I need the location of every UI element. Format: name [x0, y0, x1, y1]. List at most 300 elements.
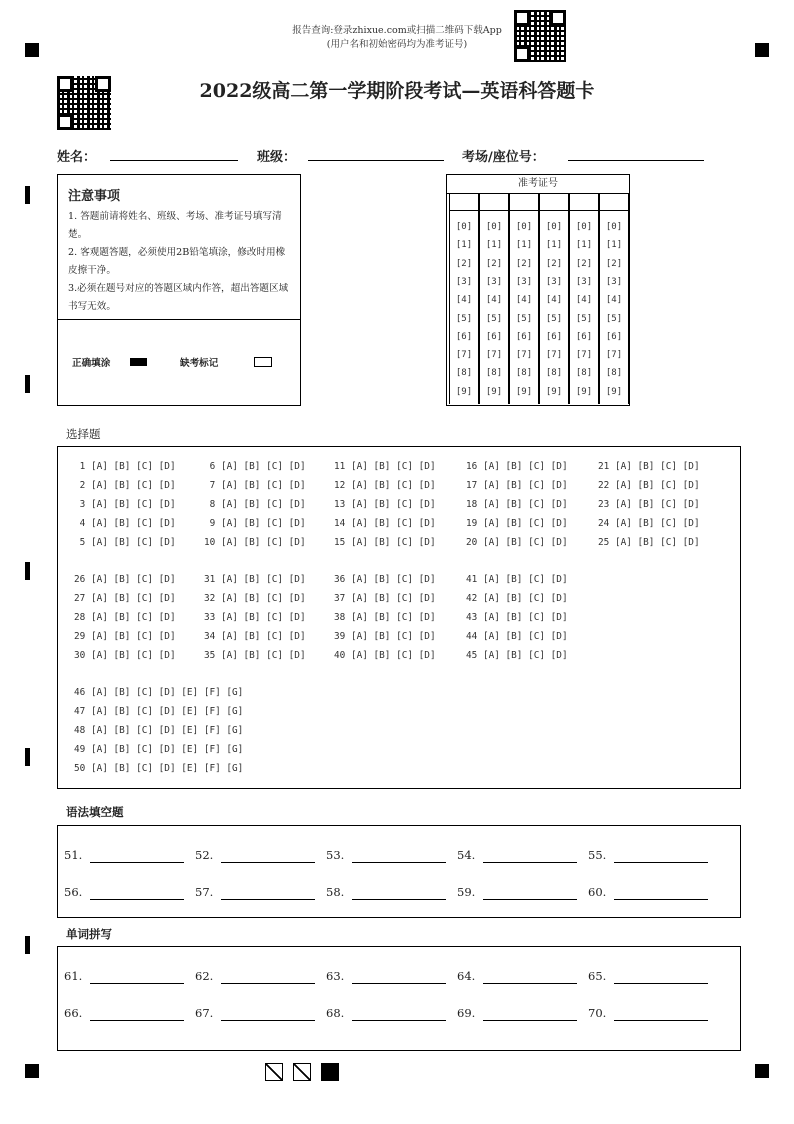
- answer-line[interactable]: [90, 862, 184, 863]
- question-number: 44: [466, 631, 483, 642]
- answer-options[interactable]: [A] [B] [C] [D]: [220, 480, 306, 491]
- question-number: 8: [204, 499, 221, 510]
- exam-id-digit-bubble[interactable]: [9]: [575, 386, 593, 397]
- choice-question-3[interactable]: [74, 499, 176, 510]
- choice-question-50[interactable]: [74, 763, 243, 774]
- answer-options[interactable]: [A] [B] [C] [D]: [614, 461, 700, 472]
- exam-id-digit-bubble[interactable]: [1]: [515, 240, 533, 251]
- name-field[interactable]: [110, 160, 238, 161]
- exam-id-header: 准考证号: [447, 175, 629, 194]
- answer-options[interactable]: [A] [B] [C] [D]: [90, 650, 176, 661]
- answer-options[interactable]: [A] [B] [C] [D]: [482, 480, 568, 491]
- choice-question-27[interactable]: [74, 593, 176, 604]
- answer-options[interactable]: [A] [B] [C] [D]: [90, 612, 176, 623]
- choice-question-42[interactable]: [466, 593, 568, 604]
- exam-id-digit-bubble[interactable]: [8]: [575, 368, 593, 379]
- blank-question-54: [457, 848, 475, 862]
- answer-line[interactable]: [352, 899, 446, 900]
- exam-id-digit-bubble[interactable]: [8]: [605, 368, 623, 379]
- notice-box: [57, 174, 301, 406]
- question-number: 59.: [457, 885, 476, 899]
- answer-options[interactable]: [A] [B] [C] [D]: [350, 461, 436, 472]
- blank-question-70: [588, 1006, 606, 1020]
- page-title: 2022级高二第一学期阶段考试—英语科答题卡: [199, 80, 595, 102]
- exam-id-digit-bubble[interactable]: [1]: [575, 240, 593, 251]
- choice-question-1[interactable]: [74, 461, 176, 472]
- choice-question-22[interactable]: [598, 480, 700, 491]
- blank-question-60: [588, 885, 606, 899]
- question-number: 23: [598, 499, 615, 510]
- exam-id-digit-bubble[interactable]: [5]: [575, 313, 593, 324]
- notice-item: 2. 客观题答题，必须使用2B铅笔填涂，修改时用橡皮擦干净。: [68, 247, 286, 276]
- exam-id-digit-bubble[interactable]: [1]: [545, 240, 563, 251]
- class-label: 班级：: [257, 150, 297, 165]
- question-number: 1: [74, 461, 91, 472]
- room-seat-label: 考场/座位号：: [462, 150, 545, 165]
- exam-id-digit-bubble[interactable]: [3]: [605, 276, 623, 287]
- question-number: 53.: [326, 848, 345, 862]
- blank-question-52: [195, 848, 213, 862]
- exam-id-digit-bubble[interactable]: [5]: [515, 313, 533, 324]
- choice-question-39[interactable]: [334, 631, 436, 642]
- exam-id-digit-bubble[interactable]: [4]: [545, 295, 563, 306]
- exam-id-digit-bubble[interactable]: [2]: [605, 258, 623, 269]
- answer-options[interactable]: [A] [B] [C] [D]: [350, 631, 436, 642]
- answer-options[interactable]: [A] [B] [C] [D] [E] [F] [G]: [90, 725, 244, 736]
- question-number: 17: [466, 480, 483, 491]
- question-number: 12: [334, 480, 351, 491]
- choice-question-46[interactable]: [74, 687, 243, 698]
- question-number: 70.: [588, 1006, 607, 1020]
- exam-id-column: [539, 194, 569, 404]
- question-number: 54.: [457, 848, 476, 862]
- question-number: 58.: [326, 885, 345, 899]
- choice-question-23[interactable]: [598, 499, 700, 510]
- answer-line[interactable]: [221, 862, 315, 863]
- choice-question-24[interactable]: [598, 518, 700, 529]
- answer-options[interactable]: [A] [B] [C] [D]: [90, 461, 176, 472]
- question-number: 41: [466, 574, 483, 585]
- answer-options[interactable]: [A] [B] [C] [D]: [482, 574, 568, 585]
- choice-question-18[interactable]: [466, 499, 568, 510]
- choice-question-29[interactable]: [74, 631, 176, 642]
- answer-options[interactable]: [A] [B] [C] [D]: [482, 631, 568, 642]
- answer-line[interactable]: [352, 983, 446, 984]
- exam-id-digit-bubble[interactable]: [0]: [455, 222, 473, 232]
- absent-mark-label: 缺考标记: [180, 358, 219, 369]
- answer-options[interactable]: [A] [B] [C] [D]: [220, 499, 306, 510]
- exam-id-column: [449, 194, 479, 404]
- correct-fill-label: 正确填涂: [72, 358, 111, 369]
- answer-options[interactable]: [A] [B] [C] [D]: [482, 518, 568, 529]
- choice-question-41[interactable]: [466, 574, 568, 585]
- answer-line[interactable]: [90, 983, 184, 984]
- question-number: 25: [598, 537, 615, 548]
- exam-id-digit-bubble[interactable]: [5]: [485, 313, 503, 324]
- choice-question-13[interactable]: [334, 499, 436, 510]
- question-number: 39: [334, 631, 351, 642]
- question-number: 42: [466, 593, 483, 604]
- answer-options[interactable]: [A] [B] [C] [D]: [614, 480, 700, 491]
- question-number: 3: [74, 499, 91, 510]
- exam-id-digit-bubble[interactable]: [0]: [515, 222, 533, 232]
- exam-id-digit-bubble[interactable]: [9]: [545, 386, 563, 397]
- answer-line[interactable]: [614, 983, 708, 984]
- choice-question-48[interactable]: [74, 725, 243, 736]
- answer-options[interactable]: [A] [B] [C] [D]: [220, 574, 306, 585]
- exam-id-digit-bubble[interactable]: [4]: [455, 295, 473, 306]
- blank-question-67: [195, 1006, 213, 1020]
- exam-id-column: [509, 194, 539, 404]
- choice-question-12[interactable]: [334, 480, 436, 491]
- question-number: 68.: [326, 1006, 345, 1020]
- exam-id-digit-bubble[interactable]: [2]: [485, 258, 503, 269]
- choice-question-7[interactable]: [204, 480, 306, 491]
- choice-question-9[interactable]: [204, 518, 306, 529]
- exam-id-write-cell[interactable]: [600, 194, 628, 211]
- exam-id-digit-bubble[interactable]: [6]: [515, 331, 533, 342]
- exam-id-grid: [446, 174, 630, 406]
- correct-fill-sample: [130, 358, 147, 366]
- choice-question-11[interactable]: [334, 461, 436, 472]
- answer-line[interactable]: [483, 1020, 577, 1021]
- blank-question-63: [326, 969, 344, 983]
- page-mark-slash: [265, 1063, 283, 1081]
- exam-id-digit-bubble[interactable]: [8]: [485, 368, 503, 379]
- question-number: 16: [466, 461, 483, 472]
- timing-mark: [25, 562, 30, 580]
- answer-options[interactable]: [A] [B] [C] [D]: [614, 518, 700, 529]
- question-number: 19: [466, 518, 483, 529]
- blank-question-58: [326, 885, 344, 899]
- exam-id-digit-bubble[interactable]: [1]: [485, 240, 503, 251]
- answer-options[interactable]: [A] [B] [C] [D]: [220, 518, 306, 529]
- answer-options[interactable]: [A] [B] [C] [D] [E] [F] [G]: [90, 687, 244, 698]
- choice-question-47[interactable]: [74, 706, 243, 717]
- question-number: 62.: [195, 969, 214, 983]
- choice-question-25[interactable]: [598, 537, 700, 548]
- answer-options[interactable]: [A] [B] [C] [D]: [220, 631, 306, 642]
- choice-question-15[interactable]: [334, 537, 436, 548]
- question-number: 26: [74, 574, 91, 585]
- choice-question-26[interactable]: [74, 574, 176, 585]
- answer-line[interactable]: [90, 1020, 184, 1021]
- exam-id-digit-bubble[interactable]: [1]: [455, 240, 473, 251]
- exam-id-digit-bubble[interactable]: [2]: [575, 258, 593, 269]
- choice-question-30[interactable]: [74, 650, 176, 661]
- exam-id-digit-bubble[interactable]: [5]: [605, 313, 623, 324]
- question-number: 43: [466, 612, 483, 623]
- answer-options[interactable]: [A] [B] [C] [D]: [482, 612, 568, 623]
- exam-id-write-cell[interactable]: [540, 194, 568, 211]
- choice-question-5[interactable]: [74, 537, 176, 548]
- answer-options[interactable]: [A] [B] [C] [D]: [90, 537, 176, 548]
- question-number: 31: [204, 574, 221, 585]
- question-number: 49: [74, 744, 91, 755]
- class-field[interactable]: [308, 160, 444, 161]
- exam-id-digit-bubble[interactable]: [9]: [455, 386, 473, 397]
- answer-options[interactable]: [A] [B] [C] [D]: [350, 499, 436, 510]
- answer-options[interactable]: [A] [B] [C] [D]: [90, 518, 176, 529]
- answer-options[interactable]: [A] [B] [C] [D]: [350, 650, 436, 661]
- timing-mark: [25, 936, 30, 954]
- answer-options[interactable]: [A] [B] [C] [D]: [350, 612, 436, 623]
- answer-options[interactable]: [A] [B] [C] [D]: [482, 650, 568, 661]
- question-number: 32: [204, 593, 221, 604]
- exam-id-digit-bubble[interactable]: [3]: [575, 276, 593, 287]
- choice-question-17[interactable]: [466, 480, 568, 491]
- answer-options[interactable]: [A] [B] [C] [D] [E] [F] [G]: [90, 706, 244, 717]
- answer-line[interactable]: [483, 899, 577, 900]
- answer-options[interactable]: [A] [B] [C] [D]: [220, 593, 306, 604]
- question-number: 28: [74, 612, 91, 623]
- exam-id-digit-bubble[interactable]: [6]: [455, 331, 473, 342]
- question-number: 20: [466, 537, 483, 548]
- exam-id-digit-bubble[interactable]: [2]: [545, 258, 563, 269]
- question-number: 33: [204, 612, 221, 623]
- question-number: 48: [74, 725, 91, 736]
- answer-options[interactable]: [A] [B] [C] [D]: [482, 499, 568, 510]
- answer-options[interactable]: [A] [B] [C] [D]: [482, 593, 568, 604]
- answer-options[interactable]: [A] [B] [C] [D]: [350, 480, 436, 491]
- answer-options[interactable]: [A] [B] [C] [D]: [350, 574, 436, 585]
- exam-id-digit-bubble[interactable]: [2]: [455, 258, 473, 269]
- choice-question-19[interactable]: [466, 518, 568, 529]
- exam-id-write-cell[interactable]: [480, 194, 508, 211]
- question-number: 2: [74, 480, 91, 491]
- answer-line[interactable]: [483, 983, 577, 984]
- choice-question-4[interactable]: [74, 518, 176, 529]
- blank-question-61: [64, 969, 82, 983]
- question-number: 66.: [64, 1006, 83, 1020]
- notice-item: 1. 答题前请将姓名、班级、考场、准考证号填写清楚。: [68, 211, 282, 240]
- spelling-section: [57, 946, 741, 1051]
- answer-line[interactable]: [614, 1020, 708, 1021]
- answer-options[interactable]: [A] [B] [C] [D]: [90, 574, 176, 585]
- answer-options[interactable]: [A] [B] [C] [D]: [90, 499, 176, 510]
- answer-options[interactable]: [A] [B] [C] [D]: [350, 537, 436, 548]
- choice-question-45[interactable]: [466, 650, 568, 661]
- exam-id-write-cell[interactable]: [450, 194, 478, 211]
- answer-options[interactable]: [A] [B] [C] [D]: [614, 537, 700, 548]
- question-number: 29: [74, 631, 91, 642]
- exam-id-digit-bubble[interactable]: [4]: [485, 295, 503, 306]
- choice-question-20[interactable]: [466, 537, 568, 548]
- question-number: 35: [204, 650, 221, 661]
- question-number: 60.: [588, 885, 607, 899]
- question-number: 9: [204, 518, 221, 529]
- exam-id-digit-bubble[interactable]: [5]: [545, 313, 563, 324]
- answer-line[interactable]: [614, 862, 708, 863]
- blank-question-51: [64, 848, 82, 862]
- exam-id-digit-bubble[interactable]: [0]: [485, 222, 503, 232]
- exam-id-digit-bubble[interactable]: [7]: [455, 350, 473, 361]
- question-number: 51.: [64, 848, 83, 862]
- choice-question-2[interactable]: [74, 480, 176, 491]
- timing-mark: [25, 375, 30, 393]
- question-number: 64.: [457, 969, 476, 983]
- exam-id-digit-bubble[interactable]: [7]: [485, 350, 503, 361]
- question-number: 47: [74, 706, 91, 717]
- choice-question-40[interactable]: [334, 650, 436, 661]
- choice-question-21[interactable]: [598, 461, 700, 472]
- answer-options[interactable]: [A] [B] [C] [D]: [220, 461, 306, 472]
- blank-question-69: [457, 1006, 475, 1020]
- timing-mark: [25, 186, 30, 204]
- exam-id-digit-bubble[interactable]: [9]: [605, 386, 623, 397]
- exam-id-digit-bubble[interactable]: [8]: [545, 368, 563, 379]
- answer-options[interactable]: [A] [B] [C] [D]: [90, 480, 176, 491]
- question-number: 38: [334, 612, 351, 623]
- answer-options[interactable]: [A] [B] [C] [D]: [614, 499, 700, 510]
- question-number: 4: [74, 518, 91, 529]
- exam-id-digit-bubble[interactable]: [4]: [575, 295, 593, 306]
- exam-id-digit-bubble[interactable]: [6]: [575, 331, 593, 342]
- exam-id-digit-bubble[interactable]: [7]: [605, 350, 623, 361]
- choice-question-33[interactable]: [204, 612, 306, 623]
- choice-section: [57, 446, 741, 789]
- question-number: 21: [598, 461, 615, 472]
- notice-heading: 注意事项: [68, 189, 121, 204]
- choice-question-43[interactable]: [466, 612, 568, 623]
- answer-line[interactable]: [483, 862, 577, 863]
- qr-code-icon: [514, 10, 566, 62]
- question-number: 6: [204, 461, 221, 472]
- blank-question-62: [195, 969, 213, 983]
- blank-question-64: [457, 969, 475, 983]
- question-number: 36: [334, 574, 351, 585]
- exam-id-digit-bubble[interactable]: [0]: [605, 222, 623, 232]
- choice-question-10[interactable]: [204, 537, 306, 548]
- choice-question-14[interactable]: [334, 518, 436, 529]
- choice-question-35[interactable]: [204, 650, 306, 661]
- exam-id-digit-bubble[interactable]: [4]: [605, 295, 623, 306]
- answer-options[interactable]: [A] [B] [C] [D]: [90, 631, 176, 642]
- question-number: 46: [74, 687, 91, 698]
- exam-id-digit-bubble[interactable]: [0]: [575, 222, 593, 232]
- answer-line[interactable]: [221, 899, 315, 900]
- exam-id-digit-bubble[interactable]: [0]: [545, 222, 563, 232]
- answer-options[interactable]: [A] [B] [C] [D]: [350, 518, 436, 529]
- choice-question-8[interactable]: [204, 499, 306, 510]
- answer-line[interactable]: [352, 1020, 446, 1021]
- choice-question-38[interactable]: [334, 612, 436, 623]
- question-number: 57.: [195, 885, 214, 899]
- exam-id-digit-bubble[interactable]: [7]: [515, 350, 533, 361]
- exam-id-digit-bubble[interactable]: [3]: [455, 276, 473, 287]
- question-number: 15: [334, 537, 351, 548]
- blank-question-57: [195, 885, 213, 899]
- question-number: 37: [334, 593, 351, 604]
- exam-id-digit-bubble[interactable]: [2]: [515, 258, 533, 269]
- answer-options[interactable]: [A] [B] [C] [D]: [350, 593, 436, 604]
- choice-question-36[interactable]: [334, 574, 436, 585]
- question-number: 24: [598, 518, 615, 529]
- answer-line[interactable]: [221, 1020, 315, 1021]
- absent-mark-checkbox[interactable]: [254, 357, 272, 367]
- answer-options[interactable]: [A] [B] [C] [D]: [220, 650, 306, 661]
- exam-id-digit-bubble[interactable]: [7]: [575, 350, 593, 361]
- question-number: 52.: [195, 848, 214, 862]
- question-number: 67.: [195, 1006, 214, 1020]
- exam-id-digit-bubble[interactable]: [4]: [515, 295, 533, 306]
- question-number: 55.: [588, 848, 607, 862]
- answer-options[interactable]: [A] [B] [C] [D]: [482, 537, 568, 548]
- question-number: 5: [74, 537, 91, 548]
- exam-id-digit-bubble[interactable]: [7]: [545, 350, 563, 361]
- choice-question-6[interactable]: [204, 461, 306, 472]
- question-number: 45: [466, 650, 483, 661]
- report-query-note: [0, 24, 794, 52]
- blank-question-53: [326, 848, 344, 862]
- choice-question-34[interactable]: [204, 631, 306, 642]
- blank-question-68: [326, 1006, 344, 1020]
- choice-question-37[interactable]: [334, 593, 436, 604]
- exam-id-digit-bubble[interactable]: [8]: [515, 368, 533, 379]
- answer-line[interactable]: [221, 983, 315, 984]
- exam-id-digit-bubble[interactable]: [6]: [605, 331, 623, 342]
- notice-item: 3.必须在题号对应的答题区域内作答，超出答题区域书写无效。: [68, 283, 289, 312]
- exam-id-digit-bubble[interactable]: [1]: [605, 240, 623, 251]
- exam-id-digit-bubble[interactable]: [5]: [455, 313, 473, 324]
- choice-question-49[interactable]: [74, 744, 243, 755]
- exam-id-write-cell[interactable]: [570, 194, 598, 211]
- exam-id-digit-bubble[interactable]: [3]: [515, 276, 533, 287]
- answer-line[interactable]: [352, 862, 446, 863]
- choice-section-label: 选择题: [66, 427, 101, 441]
- answer-options[interactable]: [A] [B] [C] [D]: [90, 593, 176, 604]
- corner-mark-bottom-right: [755, 1064, 769, 1078]
- question-number: 69.: [457, 1006, 476, 1020]
- question-number: 63.: [326, 969, 345, 983]
- choice-question-16[interactable]: [466, 461, 568, 472]
- blank-question-56: [64, 885, 82, 899]
- answer-line[interactable]: [90, 899, 184, 900]
- answer-line[interactable]: [614, 899, 708, 900]
- question-number: 56.: [64, 885, 83, 899]
- timing-mark: [25, 748, 30, 766]
- exam-id-digit-bubble[interactable]: [6]: [545, 331, 563, 342]
- room-seat-field[interactable]: [568, 160, 704, 161]
- answer-options[interactable]: [A] [B] [C] [D] [E] [F] [G]: [90, 763, 244, 774]
- exam-id-column: [479, 194, 509, 404]
- exam-id-digit-bubble[interactable]: [6]: [485, 331, 503, 342]
- question-number: 27: [74, 593, 91, 604]
- question-number: 7: [204, 480, 221, 491]
- question-number: 40: [334, 650, 351, 661]
- page-mark-filled: [321, 1063, 339, 1081]
- exam-id-digit-bubble[interactable]: [9]: [515, 386, 533, 397]
- exam-id-digit-bubble[interactable]: [9]: [485, 386, 503, 397]
- choice-question-32[interactable]: [204, 593, 306, 604]
- choice-question-28[interactable]: [74, 612, 176, 623]
- exam-id-digit-bubble[interactable]: [8]: [455, 368, 473, 379]
- divider: [58, 319, 300, 320]
- answer-options[interactable]: [A] [B] [C] [D]: [220, 612, 306, 623]
- exam-id-write-cell[interactable]: [510, 194, 538, 211]
- question-number: 30: [74, 650, 91, 661]
- exam-id-column: [569, 194, 599, 404]
- question-number: 13: [334, 499, 351, 510]
- answer-options[interactable]: [A] [B] [C] [D]: [482, 461, 568, 472]
- choice-question-31[interactable]: [204, 574, 306, 585]
- answer-options[interactable]: [A] [B] [C] [D] [E] [F] [G]: [90, 744, 244, 755]
- question-number: 10: [204, 537, 221, 548]
- exam-id-digit-bubble[interactable]: [3]: [485, 276, 503, 287]
- answer-options[interactable]: [A] [B] [C] [D]: [220, 537, 306, 548]
- choice-question-44[interactable]: [466, 631, 568, 642]
- exam-id-digit-bubble[interactable]: [3]: [545, 276, 563, 287]
